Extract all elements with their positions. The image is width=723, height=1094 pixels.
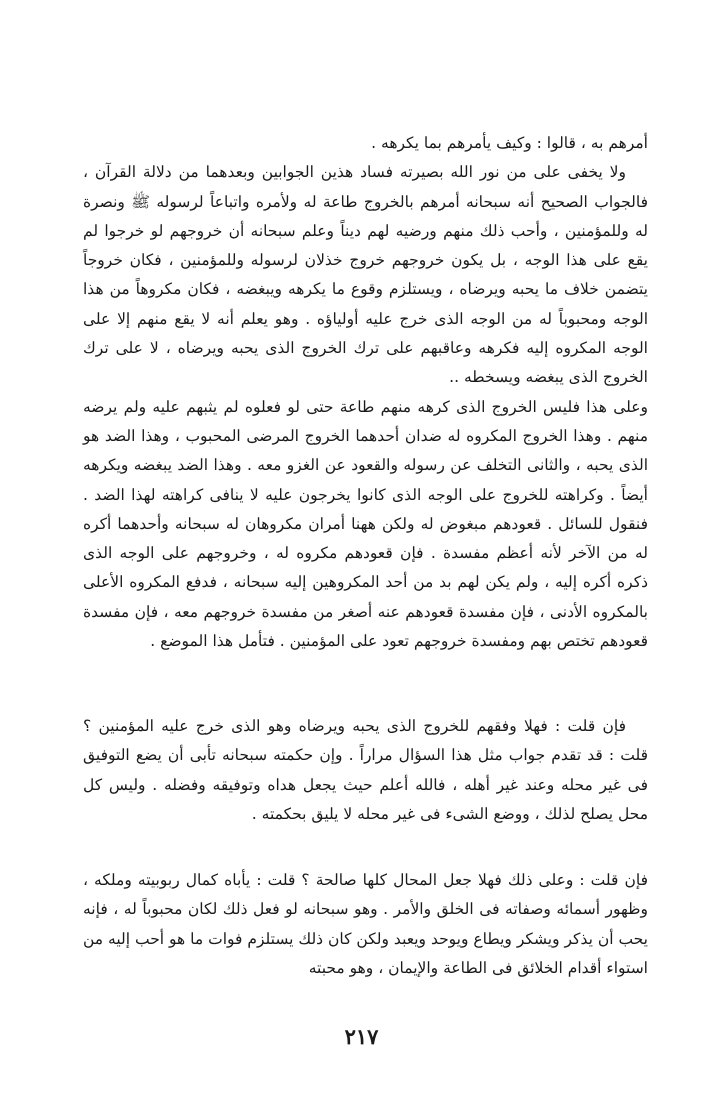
paragraph-3: وعلى هذا فليس الخروج الذى كرهه منهم طاعة حتى لو فعلوه لم يثبهم عليه ولم يرضه منهم . وهذا الخروج المكروه له ضدان أحدهما الخروج المرضى المحبوب ، وهذا الضد هو الذى يحبه ، والثانى التخلف عن رسوله والقعود عن الغزو معه . وهذا الضد يبغضه ويكرهه أيضاً . وكراهته للخروج على الوجه الذى كانوا يخرجون عليه لا ينافى كراهته لهذا الضد . فنقول للسائل . قعودهم مبغوض له ولكن ههنا أمران مكروهان له سبحانه وأحدهما أكره له من الآخر لأنه أعظم مفسدة . فإن قعودهم مكروه له ، وخروجهم على الوجه الذى ذكره أكره إليه ، ولم يكن لهم بد من أحد المكروهين إليه سبحانه ، فدفع المكروه الأعلى بالمكروه الأدنى ، فإن مفسدة قعودهم عنه أصغر من مفسدة خروجهم معه ، فإن مفسدة قعودهم تختص بهم ومفسدة خروجهم تعود على المؤمنين . فتأمل هذا الموضع .	[83, 397, 648, 651]
page-number: ٢١٧	[344, 1024, 379, 1049]
main-text-block	[83, 129, 648, 656]
question-text-block-1	[83, 712, 648, 829]
paragraph-4: فإن قلت : فهلا وفقهم للخروج الذى يحبه ويرضاه وهو الذى خرج عليه المؤمنين ؟ قلت : قد تقدم جواب مثل هذا السؤال مراراً . وإن حكمته سبحانه تأبى أن يضع التوفيق فى غير محله وعند غير أهله ، فالله أعلم حيث يجعل هداه وتوفيقه وفضله . وليس كل محل يصلح لذلك ، ووضع الشىء فى غير محله لا يليق بحكمته .	[83, 717, 648, 823]
paragraph-5: فإن قلت : وعلى ذلك فهلا جعل المحال كلها صالحة ؟ قلت : يأباه كمال ربوبيته وملكه ، وظهور أسمائه وصفاته فى الخلق والأمر . وهو سبحانه لو فعل ذلك لكان محبوباً له ، فإنه يحب أن يذكر ويشكر ويطاع ويوحد ويعبد ولكن كان ذلك يستلزم فوات ما هو أحب إليه من استواء أقدام الخلائق فى الطاعة والإيمان ، وهو محبته	[83, 871, 648, 977]
paragraph-2: ولا يخفى على من نور الله بصيرته فساد هذين الجوابين وبعدهما من دلالة القرآن ، فالجواب الصحيح أنه سبحانه أمرهم بالخروج طاعة له ولأمره واتباعاً لرسوله ﷺ ونصرة له وللمؤمنين ، وأحب ذلك منهم ورضيه لهم ديناً وعلم سبحانه أن خروجهم لو خرجوا لم يقع على هذا الوجه ، بل يكون خروجهم خروج خذلان لرسوله وللمؤمنين ، فكان خروجاً يتضمن خلاف ما يحبه ويرضاه ، ويستلزم وقوع ما يكرهه ويبغضه ، فكان مكروهاً من هذا الوجه ومحبوباً له من الوجه الذى خرج عليه أولياؤه . وهو يعلم أنه لا يقع منهم إلا على الوجه المكروه إليه فكرهه وعاقبهم على ترك الخروج الذى يحبه ويرضاه ، لا على ترك الخروج الذى يبغضه ويسخطه ..	[83, 163, 648, 387]
paragraph-1: أمرهم به ، قالوا : وكيف يأمرهم بما يكرهه .	[371, 134, 648, 152]
question-text-block-2	[83, 866, 648, 983]
